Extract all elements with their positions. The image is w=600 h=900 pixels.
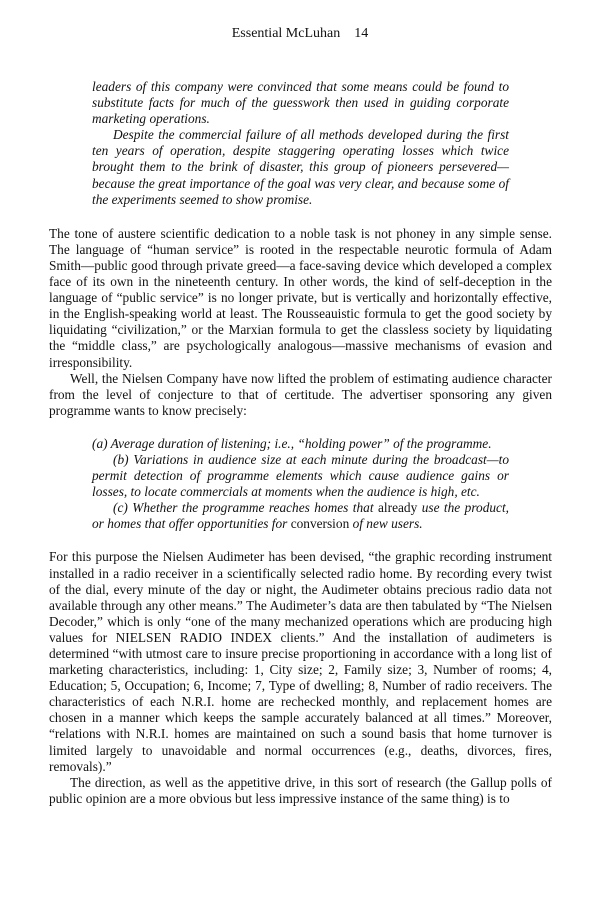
body-paragraph: The direction, as well as the appetitive drive, in this sort of research (the Gallup polls of public opinion are a more obvious but less impressive instance of the same thing) is to <box>49 774 552 806</box>
roman-word: already <box>378 500 418 516</box>
spacer <box>49 419 552 436</box>
quote-paragraph: leaders of this company were convinced that some means could be found to substitute facts for much of the guesswork then used in guiding corporate marketing operations. <box>92 79 509 127</box>
spacer <box>49 208 552 226</box>
body-paragraph: For this purpose the Nielsen Audimeter has been devised, “the graphic recording instrument installed in a radio receiver in a scientifically selected radio home. By recording every twist of the dial, every minute of the day or night, the Audimeter obtains precious radio data not available through any other means.” The Audimeter’s data are then tabulated by “The Nielsen Decoder,” which is only “one of the many mechanized operations which are producing high values for NIELSEN RADIO INDEX clients.” And the installation of audimeters is determined “with utmost care to insure precise proportioning in accordance with a long list of marketing characteristics, including: 1, City size; 2, Family size; 3, Number of rooms; 4, Education; 5, Occupation; 6, Income; 7, Type of dwelling; 8, Number of radio receivers. The characteristics of each N.R.I. home are rechecked monthly, and replacement homes are chosen in a manner which keeps the sample accurately balanced at all times.” Moreover, “relations with N.R.I. homes are maintained on such a sound basis that home turnover is limited largely to unavoidable and normal occurrences (e.g., deaths, divorces, fires, removals).” <box>49 549 552 774</box>
roman-word: conversion <box>290 516 350 532</box>
page-number: 14 <box>354 26 369 41</box>
page-body <box>49 79 552 807</box>
list-item-b: (b) Variations in audience size at each minute during the broadcast—to permit detection of programme elements which cause audience gains or losses, to locate commercials at moments when the audience is high, etc. <box>92 451 509 500</box>
quote-paragraph: Despite the commercial failure of all methods developed during the first ten years of operation, despite staggering operating losses which twice brought them to the brink of disaster, this group of pioneers persevered—because the great importance of the goal was very clear, and because some of the experiments seemed to show promise. <box>92 127 509 207</box>
block-quote-1 <box>92 79 509 208</box>
spacer <box>49 532 552 549</box>
running-header <box>0 26 600 42</box>
list-item-c-text: of new users. <box>349 516 423 532</box>
list-item-c-text: use the product, or homes that offer opportunities for <box>92 500 510 532</box>
list-item-a: (a) Average duration of listening; i.e., “holding power” of the programme. <box>92 435 492 451</box>
block-quote-2 <box>92 436 509 533</box>
list-item-c <box>92 500 509 532</box>
body-paragraph: Well, the Nielsen Company have now lifted the problem of estimating audience character from the level of conjecture to that of certitude. The advertiser sponsoring any given programme wants to know precisely: <box>49 370 552 418</box>
body-paragraph: The tone of austere scientific dedication to a noble task is not phoney in any simple sense. The language of “human service” is rooted in the respectable neurotic formula of Adam Smith—public good through private greed—a face-saving device which developed a complex face of its own in the nineteenth century. In other words, the kind of self-deception in the language of “public service” is no longer private, but is vertically and horizontally effective, in the English-speaking world at least. The Rousseauistic formula to get the good society by liquidating “civilization,” or the Marxian formula to get the classless society by liquidating the “middle class,” are psychologically analogous—massive mechanisms of evasion and irresponsibility. <box>49 225 552 370</box>
list-item-c-text: (c) Whether the programme reaches homes that <box>113 500 378 516</box>
running-header-title: Essential McLuhan <box>231 26 341 41</box>
